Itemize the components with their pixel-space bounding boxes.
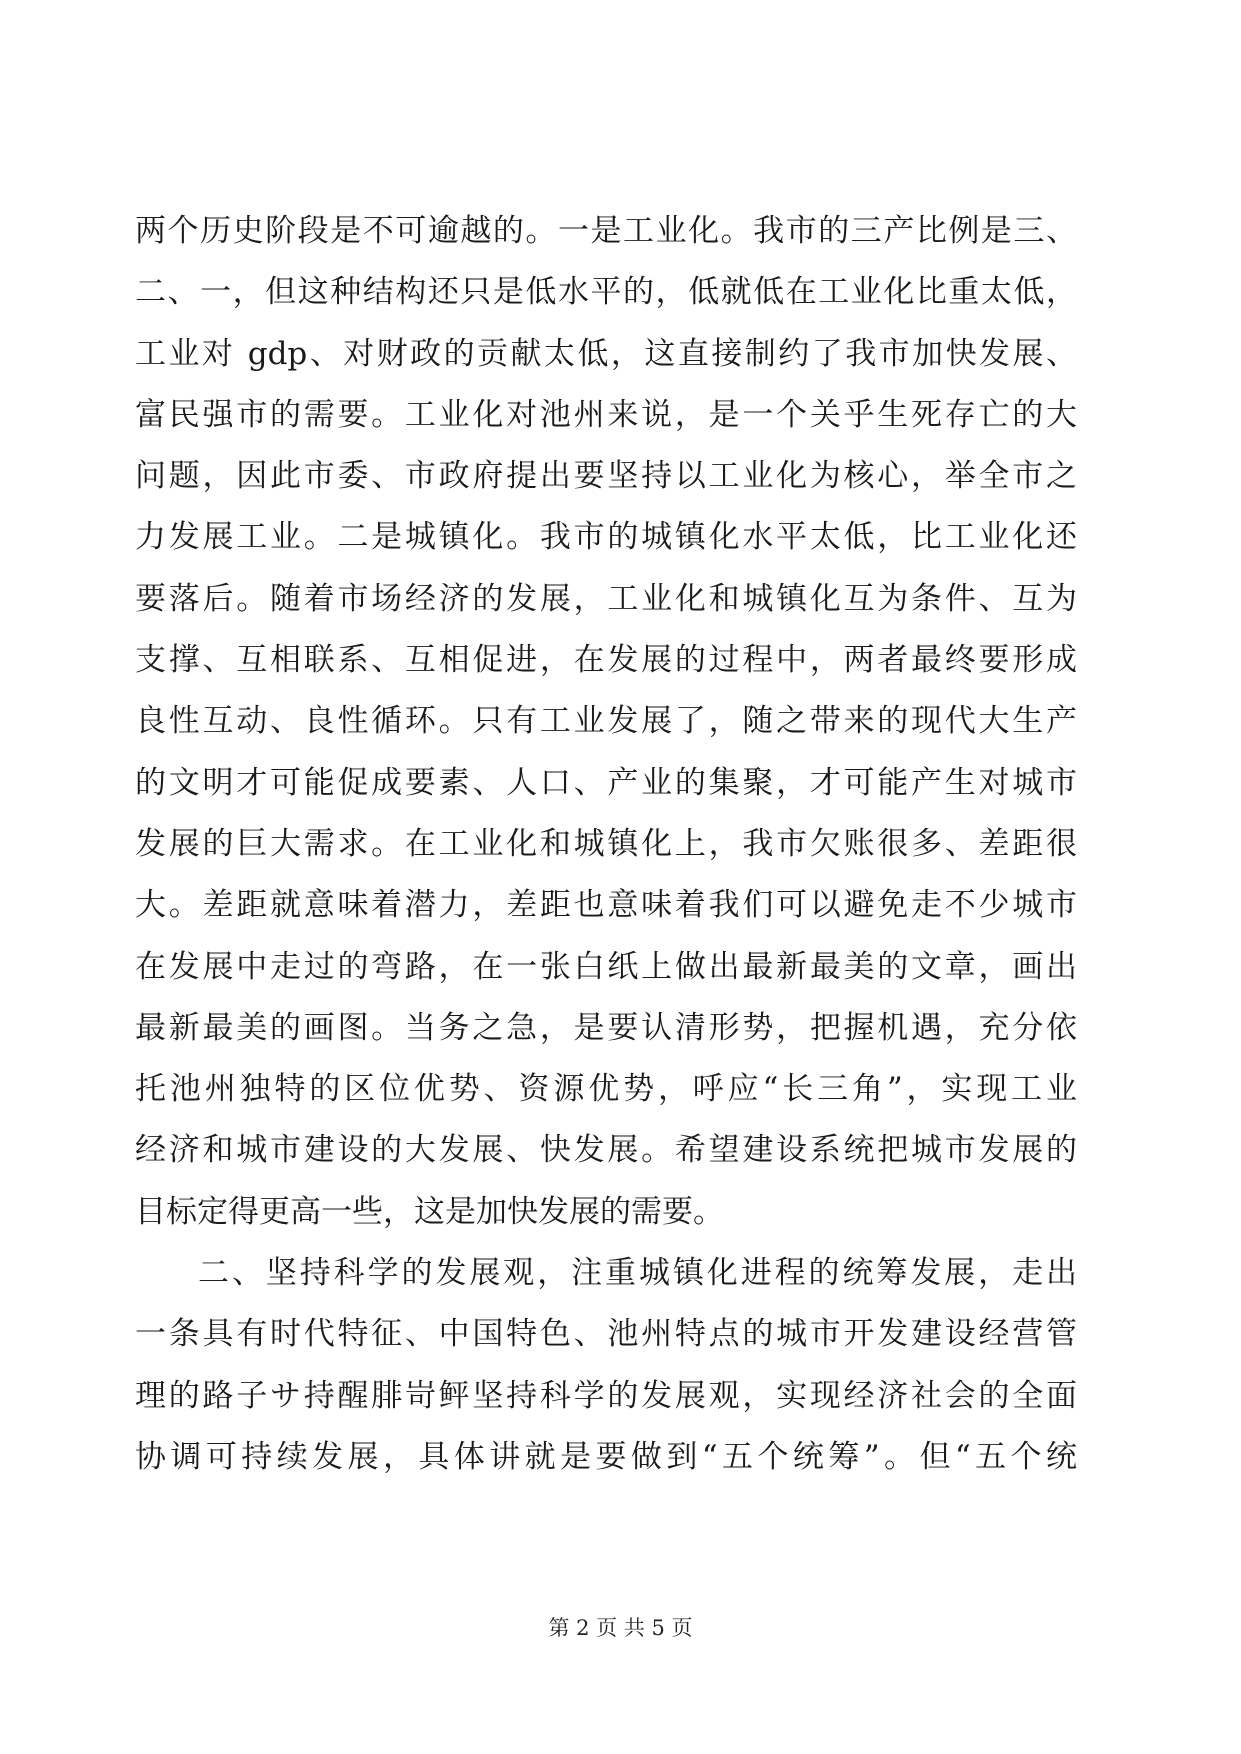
text-line: 最新最美的画图。当务之急，是要认清形势，把握机遇，充分依	[135, 1009, 1077, 1046]
text-line: 的文明才可能促成要素、人口、产业的集聚，才可能产生对城市	[135, 764, 1077, 801]
paragraph	[135, 201, 1077, 1243]
text-line: 良性互动、良性循环。只有工业发展了，随之带来的现代大生产	[135, 703, 1077, 740]
document-body	[135, 201, 1077, 1488]
paragraph	[135, 1243, 1077, 1488]
text-line: 两个历史阶段是不可逾越的。一是工业化。我市的三产比例是三、	[135, 213, 1077, 249]
text-line: 富民强市的需要。工业化对池州来说，是一个关乎生死存亡的大	[135, 396, 1077, 433]
page-number: 第 2 页 共 5 页	[548, 1616, 693, 1640]
text-line: 托池州独特的区位优势、资源优势，呼应“长三角”，实现工业	[135, 1071, 1077, 1108]
text-line: 力发展工业。二是城镇化。我市的城镇化水平太低，比工业化还	[135, 519, 1077, 556]
text-line: 目标定得更高一些，这是加快发展的需要。	[135, 1193, 724, 1230]
text-line: 协调可持续发展，具体讲就是要做到“五个统筹”。但“五个统	[135, 1438, 1077, 1475]
text-line: 要落后。随着市场经济的发展，工业化和城镇化互为条件、互为	[135, 580, 1077, 617]
text-line: 经济和城市建设的大发展、快发展。希望建设系统把城市发展的	[135, 1132, 1077, 1169]
text-line: 一条具有时代特征、中国特色、池州特点的城市开发建设经营管	[135, 1316, 1077, 1353]
text-line: 支撑、互相联系、互相促进，在发展的过程中，两者最终要形成	[135, 642, 1077, 679]
text-line: 二、一，但这种结构还只是低水平的，低就低在工业化比重太低，	[135, 274, 1077, 311]
text-line: 问题，因此市委、市政府提出要坚持以工业化为核心，举全市之	[135, 458, 1077, 495]
text-line: 大。差距就意味着潜力，差距也意味着我们可以避免走不少城市	[135, 887, 1077, 924]
text-line: 二、坚持科学的发展观，注重城镇化进程的统筹发展，走出	[198, 1255, 1077, 1292]
text-line: 工业对 gdp、对财政的贡献太低，这直接制约了我市加快发展、	[135, 335, 1077, 372]
text-line: 理的路子サ持醒腓岢鲆坚持科学的发展观，实现经济社会的全面	[135, 1377, 1077, 1414]
text-line: 在发展中走过的弯路，在一张白纸上做出最新最美的文章，画出	[135, 948, 1077, 985]
text-line: 发展的巨大需求。在工业化和城镇化上，我市欠账很多、差距很	[135, 825, 1077, 862]
